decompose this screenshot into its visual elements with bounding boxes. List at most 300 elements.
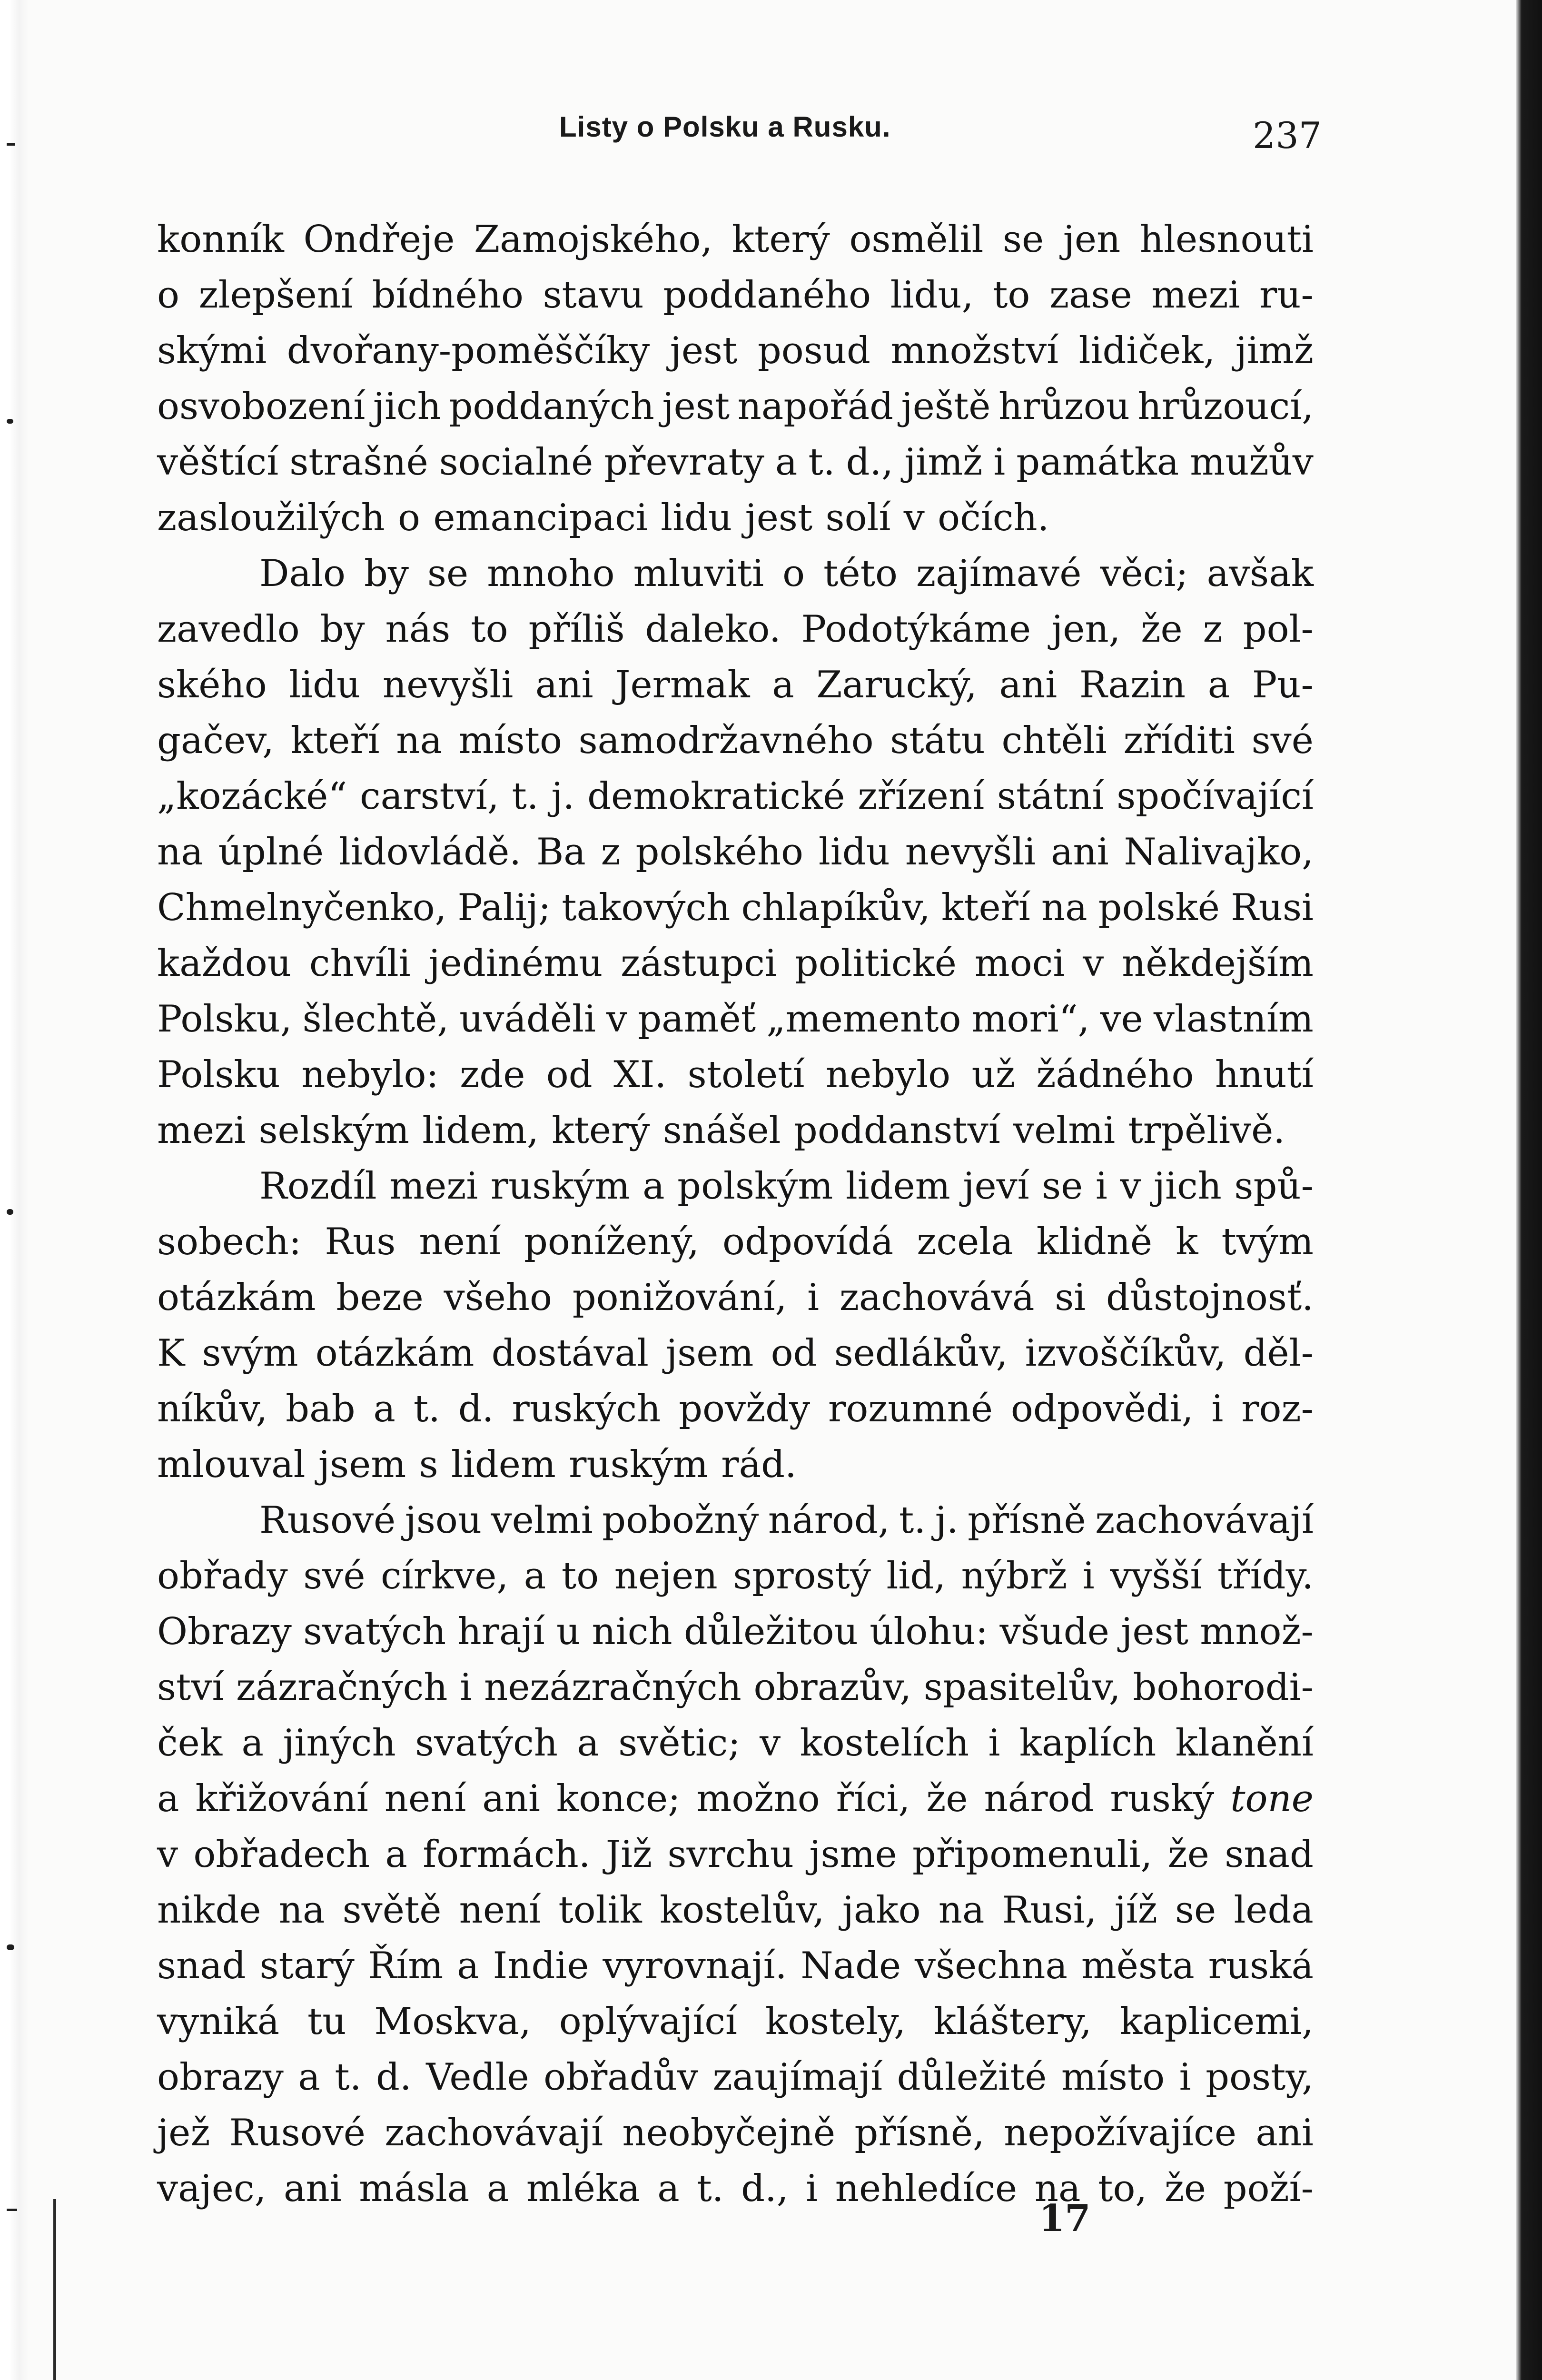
word: lidem bbox=[451, 1443, 556, 1486]
word: dvořany-poměščíky bbox=[287, 329, 650, 372]
word: ani bbox=[283, 2167, 342, 2210]
word: křižování bbox=[195, 1777, 368, 1820]
text-line bbox=[157, 657, 1314, 713]
word: i bbox=[1095, 1165, 1107, 1208]
text-line bbox=[157, 1270, 1314, 1326]
word: ruským bbox=[569, 1443, 708, 1486]
word: zaujímají bbox=[712, 2056, 883, 2099]
word: Zamojského, bbox=[474, 218, 713, 261]
word: o bbox=[157, 274, 179, 317]
word: takových bbox=[562, 886, 731, 929]
word: zachovávají bbox=[1095, 1499, 1314, 1542]
word: se bbox=[427, 552, 469, 595]
word: a bbox=[298, 2056, 320, 2099]
signature-mark: 17 bbox=[1039, 2197, 1091, 2240]
word: úlohu: bbox=[870, 1610, 988, 1653]
word: jíž bbox=[1114, 1889, 1157, 1932]
word: níkův, bbox=[157, 1388, 268, 1430]
word: lidu bbox=[289, 664, 361, 706]
text-line bbox=[157, 2161, 1314, 2217]
word: chvíli bbox=[309, 942, 411, 985]
word: Dalo bbox=[259, 552, 346, 595]
word: zachovávají bbox=[385, 2112, 603, 2154]
word: t. bbox=[808, 441, 835, 484]
word: k bbox=[1176, 1220, 1198, 1263]
word: spočívající bbox=[1117, 775, 1314, 818]
word: uváděli bbox=[459, 998, 596, 1041]
word: vajec, bbox=[157, 2167, 267, 2210]
word: a bbox=[457, 1944, 479, 1987]
word: ani bbox=[1051, 831, 1109, 873]
word: Rusové bbox=[229, 2112, 366, 2154]
word: jest bbox=[745, 496, 813, 539]
word: lidovládě. bbox=[338, 831, 522, 873]
word: spasitelův, bbox=[923, 1666, 1121, 1709]
word: Obrazy bbox=[157, 1610, 292, 1653]
word: obrazův, bbox=[753, 1666, 912, 1709]
word: každou bbox=[157, 942, 291, 985]
word: a bbox=[775, 441, 798, 484]
word: není bbox=[384, 1777, 466, 1820]
word: izvoščíkův, bbox=[1025, 1332, 1226, 1375]
word: a bbox=[157, 1777, 179, 1820]
word: vyniká bbox=[157, 2000, 280, 2043]
word: v bbox=[760, 1722, 781, 1765]
word: a bbox=[486, 2167, 509, 2210]
word: lidem, bbox=[422, 1109, 539, 1152]
word: snad bbox=[1225, 1833, 1314, 1876]
text-line bbox=[157, 1214, 1314, 1270]
word: který bbox=[731, 218, 830, 261]
word: jako bbox=[842, 1889, 921, 1932]
word: ruská bbox=[1208, 1944, 1314, 1987]
word: kteří bbox=[941, 886, 1030, 929]
word: v bbox=[157, 1833, 178, 1876]
word: z bbox=[601, 831, 621, 873]
text-line bbox=[157, 1381, 1314, 1437]
word: děl- bbox=[1243, 1332, 1314, 1375]
word: chlapíkův, bbox=[741, 886, 930, 929]
word: to bbox=[561, 1555, 599, 1597]
word: konce; bbox=[556, 1777, 681, 1820]
word: památka bbox=[1016, 441, 1179, 484]
word: t. bbox=[335, 2056, 362, 2099]
word: žádného bbox=[1036, 1053, 1194, 1096]
word: stavu bbox=[543, 274, 644, 317]
word: pol- bbox=[1243, 608, 1314, 651]
word: a bbox=[657, 2167, 680, 2210]
text-line bbox=[157, 435, 1314, 490]
text-line bbox=[157, 2050, 1314, 2105]
word: jsem bbox=[666, 1332, 754, 1375]
word: zasloužilých bbox=[157, 496, 385, 539]
word: že bbox=[926, 1777, 968, 1820]
word: ještě bbox=[901, 385, 991, 428]
word: XI. bbox=[613, 1053, 667, 1096]
word: daleko. bbox=[645, 608, 781, 651]
word: ruským bbox=[490, 1165, 630, 1208]
word: nevyšli bbox=[905, 831, 1036, 873]
text-line bbox=[157, 212, 1314, 268]
word: v bbox=[1120, 1165, 1141, 1208]
text-line bbox=[157, 268, 1314, 323]
word: zajímavé bbox=[916, 552, 1082, 595]
word: jedinému bbox=[428, 942, 603, 985]
word: mléka bbox=[526, 2167, 640, 2210]
word: nepožívajíce bbox=[1004, 2112, 1236, 2154]
text-line bbox=[157, 992, 1314, 1047]
word: ček bbox=[157, 1722, 223, 1765]
word: všechna bbox=[915, 1944, 1068, 1987]
word: otázkám bbox=[315, 1332, 474, 1375]
word: místo bbox=[1061, 2056, 1165, 2099]
word: této bbox=[823, 552, 898, 595]
text-line bbox=[157, 1548, 1314, 1604]
word: ponižování, bbox=[572, 1276, 787, 1319]
word: moci bbox=[974, 942, 1065, 985]
word: přísně bbox=[968, 1499, 1086, 1542]
word: kaplích bbox=[1019, 1722, 1156, 1765]
word: si bbox=[1055, 1276, 1086, 1319]
word: nás bbox=[385, 608, 451, 651]
word: že bbox=[1167, 1833, 1209, 1876]
word: na bbox=[1041, 886, 1087, 929]
word: a bbox=[385, 1833, 407, 1876]
word: v bbox=[903, 496, 925, 539]
word: o bbox=[398, 496, 421, 539]
word: ani bbox=[535, 664, 593, 706]
word: nebylo: bbox=[301, 1053, 439, 1096]
word: obřady bbox=[157, 1555, 288, 1597]
word: leda bbox=[1234, 1889, 1314, 1932]
word: samodržavného bbox=[578, 719, 874, 762]
word: Palij; bbox=[457, 886, 551, 929]
text-line bbox=[157, 1716, 1314, 1771]
word: obřadův bbox=[544, 2056, 699, 2099]
word: Chmelnyčenko, bbox=[157, 886, 447, 929]
word: klanění bbox=[1175, 1722, 1314, 1765]
text-line bbox=[157, 2105, 1314, 2161]
word: poddaného bbox=[663, 274, 871, 317]
word: strašné bbox=[289, 441, 428, 484]
word: a bbox=[373, 1388, 395, 1430]
word: a bbox=[241, 1722, 264, 1765]
word: státní bbox=[997, 775, 1104, 818]
text-line bbox=[157, 936, 1314, 992]
word: zázračných bbox=[236, 1666, 448, 1709]
word: Rus bbox=[325, 1220, 396, 1263]
word: tvým bbox=[1221, 1220, 1314, 1263]
word: nikde bbox=[157, 1889, 261, 1932]
word: svatých bbox=[303, 1610, 446, 1653]
word: polského bbox=[635, 831, 804, 873]
word: napořád bbox=[737, 385, 894, 428]
word: d., bbox=[741, 2167, 789, 2210]
word: mužův bbox=[1190, 441, 1314, 484]
word: Podotýkáme bbox=[801, 608, 1031, 651]
word: t. bbox=[512, 775, 539, 818]
word: nevyšli bbox=[382, 664, 514, 706]
word: množství bbox=[890, 329, 1059, 372]
word: zachovává bbox=[839, 1276, 1035, 1319]
word: klidně bbox=[1036, 1220, 1153, 1263]
text-line bbox=[157, 713, 1314, 769]
word: jež bbox=[157, 2112, 210, 2154]
word: třídy. bbox=[1217, 1555, 1314, 1597]
word: obřadech bbox=[193, 1833, 370, 1876]
word: důstojnosť. bbox=[1106, 1276, 1314, 1319]
word: rád. bbox=[721, 1443, 797, 1486]
word: Rusové bbox=[259, 1499, 396, 1542]
word: sobech: bbox=[157, 1220, 302, 1263]
margin-mark bbox=[7, 1944, 14, 1950]
word: nich bbox=[592, 1610, 672, 1653]
word: povždy bbox=[679, 1388, 811, 1430]
word: ského bbox=[157, 664, 267, 706]
word: demokratické bbox=[587, 775, 845, 818]
word: kostelích bbox=[800, 1722, 969, 1765]
word: z bbox=[1203, 608, 1223, 651]
word: ve bbox=[1100, 998, 1143, 1041]
word: „memento bbox=[766, 998, 961, 1041]
word: není bbox=[459, 1889, 541, 1932]
word: K bbox=[157, 1332, 185, 1375]
word: a bbox=[642, 1165, 665, 1208]
word: jsem bbox=[318, 1443, 406, 1486]
text-line bbox=[157, 1883, 1314, 1938]
word: snad bbox=[157, 1944, 246, 1987]
word: poddaných bbox=[449, 385, 654, 428]
text-line bbox=[157, 824, 1314, 880]
word: tone bbox=[1230, 1777, 1314, 1820]
word: hnutí bbox=[1215, 1053, 1314, 1096]
margin-mark bbox=[7, 419, 13, 424]
word: a bbox=[524, 1555, 546, 1597]
body-text bbox=[157, 212, 1314, 2217]
word: másla bbox=[359, 2167, 470, 2210]
word: Indie bbox=[493, 1944, 589, 1987]
word: není bbox=[419, 1220, 501, 1263]
word: jen, bbox=[1051, 608, 1121, 651]
text-line bbox=[157, 1437, 1314, 1493]
word: státu bbox=[890, 719, 985, 762]
word: sprostý bbox=[733, 1555, 871, 1597]
word: ství bbox=[157, 1666, 224, 1709]
word: mezi bbox=[1151, 274, 1240, 317]
word: i bbox=[988, 1722, 1000, 1765]
text-line bbox=[157, 1660, 1314, 1716]
text-line bbox=[157, 1103, 1314, 1159]
word: všeho bbox=[444, 1276, 552, 1319]
word: připomenuli, bbox=[912, 1833, 1153, 1876]
text-line bbox=[157, 490, 1314, 546]
word: i bbox=[1211, 1388, 1224, 1430]
word: Pu- bbox=[1252, 664, 1314, 706]
text-line bbox=[157, 602, 1314, 657]
word: Polsku bbox=[157, 1053, 280, 1096]
word: pobožný bbox=[602, 1499, 759, 1542]
word: kostelův, bbox=[659, 1889, 825, 1932]
word: na bbox=[278, 1889, 325, 1932]
word: rozumné bbox=[828, 1388, 993, 1430]
word: Ondřeje bbox=[303, 218, 455, 261]
word: d., bbox=[846, 441, 894, 484]
word: ani bbox=[999, 664, 1058, 706]
word: vyrovnají. bbox=[603, 1944, 787, 1987]
word: svatých bbox=[415, 1722, 558, 1765]
word: hlesnouti bbox=[1139, 218, 1314, 261]
word: v bbox=[606, 998, 628, 1041]
text-line bbox=[157, 546, 1314, 602]
word: bídného bbox=[372, 274, 524, 317]
word: důležitou bbox=[684, 1610, 858, 1653]
text-line bbox=[157, 1159, 1314, 1214]
word: polským bbox=[677, 1165, 833, 1208]
word: a bbox=[577, 1722, 599, 1765]
word: svým bbox=[202, 1332, 298, 1375]
word: na bbox=[938, 1889, 985, 1932]
word: Rozdíl bbox=[259, 1165, 377, 1208]
text-line bbox=[157, 1047, 1314, 1103]
word: velmi bbox=[491, 1499, 593, 1542]
scan-left-edge bbox=[0, 0, 29, 2380]
word: jich bbox=[1153, 1165, 1222, 1208]
word: s bbox=[419, 1443, 438, 1486]
word: mezi bbox=[157, 1109, 246, 1152]
word: Nade bbox=[801, 1944, 901, 1987]
text-line bbox=[157, 323, 1314, 379]
word: „kozácké“ bbox=[157, 775, 347, 818]
word: dostával bbox=[491, 1332, 649, 1375]
word: j. bbox=[935, 1499, 959, 1542]
text-line bbox=[157, 1771, 1314, 1827]
word: mluviti bbox=[633, 552, 764, 595]
word: posud bbox=[757, 329, 870, 372]
word: d. bbox=[376, 2056, 412, 2099]
word: důležité bbox=[897, 2056, 1047, 2099]
word: Razin bbox=[1079, 664, 1186, 706]
word: Polsku, bbox=[157, 998, 292, 1041]
word: beze bbox=[336, 1276, 424, 1319]
word: jest bbox=[662, 385, 730, 428]
word: neobyčejně bbox=[622, 2112, 836, 2154]
word: svrchu bbox=[667, 1833, 794, 1876]
word: ruských bbox=[512, 1388, 661, 1430]
word: přísně, bbox=[854, 2112, 985, 2154]
word: velmi bbox=[1013, 1109, 1116, 1152]
word: zde bbox=[460, 1053, 525, 1096]
word: poží- bbox=[1223, 2167, 1314, 2210]
word: věci; bbox=[1100, 552, 1188, 595]
text-line bbox=[157, 880, 1314, 936]
word: na bbox=[1034, 2167, 1081, 2210]
text-line bbox=[157, 379, 1314, 435]
word: emancipaci bbox=[433, 496, 648, 539]
word: solí bbox=[825, 496, 891, 539]
word: vlastním bbox=[1153, 998, 1314, 1041]
word: spů- bbox=[1234, 1165, 1314, 1208]
word: gačev, bbox=[157, 719, 274, 762]
word: ru- bbox=[1259, 274, 1314, 317]
word: všude bbox=[999, 1610, 1109, 1653]
word: jiných bbox=[283, 1722, 396, 1765]
word: mezi bbox=[389, 1165, 478, 1208]
word: Moskva, bbox=[374, 2000, 531, 2043]
margin-mark bbox=[7, 143, 15, 146]
text-line bbox=[157, 1938, 1314, 1994]
word: od bbox=[771, 1332, 817, 1375]
word: sedlákův, bbox=[834, 1332, 1008, 1375]
word: hrají bbox=[457, 1610, 545, 1653]
word: zcela bbox=[917, 1220, 1013, 1263]
word: Rusi, bbox=[1002, 1889, 1097, 1932]
word: osvobození bbox=[157, 385, 366, 428]
word: Vedle bbox=[426, 2056, 529, 2099]
word: zavedlo bbox=[157, 608, 300, 651]
word: oplývající bbox=[559, 2000, 737, 2043]
word: kaplicemi, bbox=[1119, 2000, 1314, 2043]
word: to bbox=[993, 274, 1030, 317]
word: se bbox=[1042, 1165, 1083, 1208]
word: věštící bbox=[157, 441, 279, 484]
word: jest bbox=[670, 329, 738, 372]
word: zástupci bbox=[621, 942, 777, 985]
word: to, bbox=[1098, 2167, 1147, 2210]
word: carství, bbox=[360, 775, 499, 818]
text-line bbox=[157, 1994, 1314, 2050]
word: který bbox=[552, 1109, 650, 1152]
word: národ, bbox=[768, 1499, 890, 1542]
word: i bbox=[806, 2167, 818, 2210]
word: zřízení bbox=[858, 775, 985, 818]
word: hrůzou bbox=[998, 385, 1130, 428]
word: ani bbox=[1255, 2112, 1314, 2154]
word: bab bbox=[286, 1388, 356, 1430]
word: své bbox=[1251, 719, 1314, 762]
word: osmělil bbox=[849, 218, 984, 261]
word: na bbox=[396, 719, 443, 762]
word: Zarucký, bbox=[816, 664, 977, 706]
word: roz- bbox=[1241, 1388, 1314, 1430]
word: města bbox=[1081, 1944, 1195, 1987]
word: paměť bbox=[638, 998, 756, 1041]
word: i bbox=[1082, 1555, 1095, 1597]
word: avšak bbox=[1206, 552, 1314, 595]
word: církve, bbox=[381, 1555, 509, 1597]
word: t. bbox=[697, 2167, 724, 2210]
word: úplné bbox=[218, 831, 324, 873]
word: selským bbox=[258, 1109, 409, 1152]
word: nezázračných bbox=[484, 1666, 741, 1709]
word: zříditi bbox=[1123, 719, 1235, 762]
text-line bbox=[157, 1493, 1314, 1548]
word: jich bbox=[373, 385, 441, 428]
margin-mark bbox=[7, 1209, 13, 1215]
word: jsou bbox=[405, 1499, 482, 1542]
word: to bbox=[471, 608, 508, 651]
word: mnoho bbox=[487, 552, 615, 595]
word: už bbox=[971, 1053, 1015, 1096]
binding-shadow bbox=[53, 2199, 56, 2380]
word: nýbrž bbox=[961, 1555, 1068, 1597]
word: v bbox=[1083, 942, 1104, 985]
word: Rusi bbox=[1231, 886, 1314, 929]
word: že bbox=[1164, 2167, 1206, 2210]
word: u bbox=[556, 1610, 581, 1653]
word: mlouval bbox=[157, 1443, 306, 1486]
word: Nalivajko, bbox=[1124, 831, 1314, 873]
page-number: 237 bbox=[1253, 114, 1322, 157]
